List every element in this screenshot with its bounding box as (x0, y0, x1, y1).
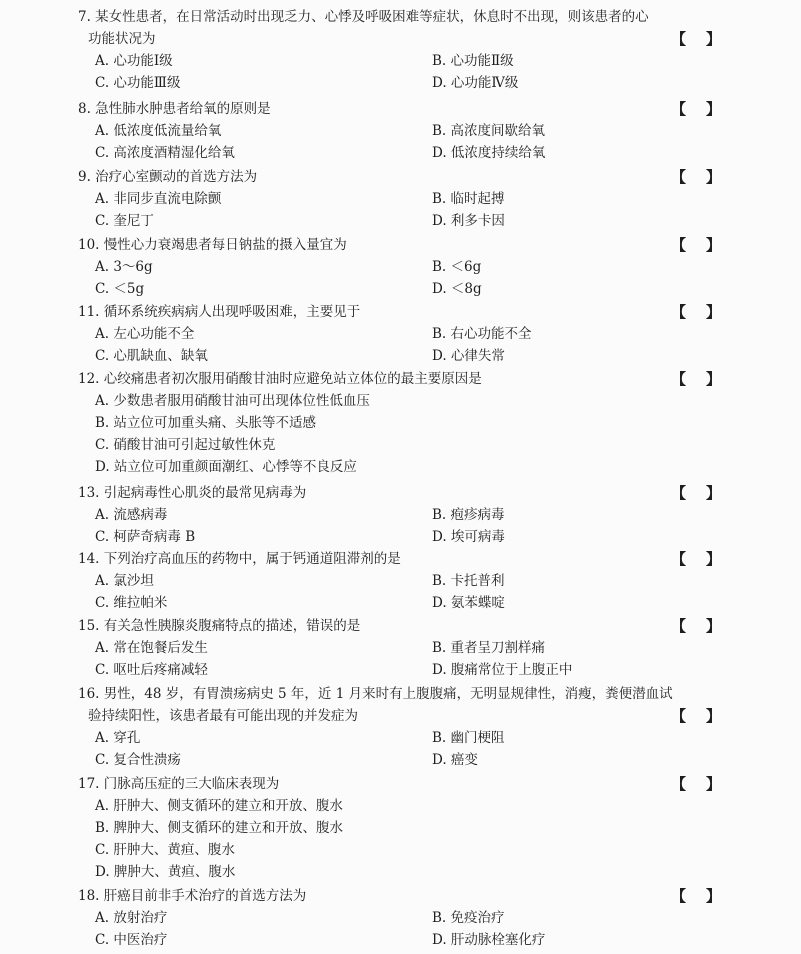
question-9 (0, 166, 801, 232)
option-c: C. 心肌缺血、缺氧 (95, 348, 208, 364)
option-d: D. 癌变 (432, 752, 478, 768)
option-d: D. 利多卡因 (432, 213, 505, 229)
options (0, 390, 801, 478)
question-stem: 12. 心绞痛患者初次服用硝酸甘油时应避免站立体位的最主要原因是 (78, 371, 482, 387)
question-stem: 7. 某女性患者，在日常活动时出现乏力、心悸及呼吸困难等症状，休息时不出现，则该患者的心 (78, 9, 649, 25)
answer-bracket: 【 】 (671, 303, 721, 321)
question-8 (0, 98, 801, 164)
question-15 (0, 615, 801, 681)
option-b: B. 疱疹病毒 (432, 507, 505, 523)
option-b: B. ＜6g (432, 259, 482, 275)
answer-bracket: 【 】 (671, 707, 721, 725)
options (0, 795, 801, 883)
option-d: D. 低浓度持续给氧 (432, 145, 546, 161)
option-d: D. 心律失常 (432, 348, 505, 364)
question-stem: 15. 有关急性胰腺炎腹痛特点的描述，错误的是 (78, 618, 361, 634)
option-c: C. 心功能Ⅲ级 (95, 75, 181, 91)
option-a: A. 左心功能不全 (95, 326, 195, 342)
question-stem-cont: 功能状况为 (88, 31, 156, 47)
question-7 (0, 6, 801, 94)
option-d: D. 心功能Ⅳ级 (432, 75, 519, 91)
question-stem: 17. 门脉高压症的三大临床表现为 (78, 776, 280, 792)
option-d: D. 肝动脉栓塞化疗 (432, 932, 546, 948)
option-d: D. 站立位可加重颜面潮红、心悸等不良反应 (95, 459, 357, 475)
option-b: B. 临时起搏 (432, 191, 505, 207)
answer-bracket: 【 】 (671, 550, 721, 568)
question-stem: 10. 慢性心力衰竭患者每日钠盐的摄入量宜为 (78, 237, 347, 253)
option-c: C. 呕吐后疼痛减轻 (95, 662, 208, 678)
option-c: C. 维拉帕米 (95, 595, 168, 611)
answer-bracket: 【 】 (671, 168, 721, 186)
option-a: A. 流感病毒 (95, 507, 168, 523)
question-stem: 13. 引起病毒性心肌炎的最常见病毒为 (78, 485, 307, 501)
answer-bracket: 【 】 (671, 484, 721, 502)
question-11 (0, 301, 801, 367)
question-stem: 16. 男性，48 岁，有胃溃疡病史 5 年，近 1 月来时有上腹腹痛，无明显规律性，消瘦，粪便潜血试 (78, 686, 673, 702)
question-stem-cont: 验持续阳性，该患者最有可能出现的并发症为 (88, 708, 358, 724)
option-d: D. 脾肿大、黄疸、腹水 (95, 864, 236, 880)
option-b: B. 站立位可加重头痛、头胀等不适感 (95, 415, 317, 431)
option-b: B. 重者呈刀割样痛 (432, 640, 546, 656)
options (0, 504, 801, 548)
option-b: B. 脾肿大、侧支循环的建立和开放、腹水 (95, 820, 344, 836)
question-stem: 8. 急性肺水肿患者给氧的原则是 (78, 101, 271, 117)
question-stem: 11. 循环系统疾病病人出现呼吸困难，主要见于 (78, 304, 361, 320)
option-a: A. 心功能Ⅰ级 (95, 53, 173, 69)
answer-bracket: 【 】 (671, 775, 721, 793)
options (0, 256, 801, 300)
answer-bracket: 【 】 (671, 100, 721, 118)
option-d: D. 埃可病毒 (432, 529, 505, 545)
question-stem: 18. 肝癌目前非手术治疗的首选方法为 (78, 888, 307, 904)
answer-bracket: 【 】 (671, 887, 721, 905)
option-b: B. 幽门梗阻 (432, 730, 505, 746)
option-a: A. 低浓度低流量给氧 (95, 123, 222, 139)
option-a: A. 3～6g (95, 259, 153, 275)
option-b: B. 卡托普利 (432, 573, 505, 589)
option-b: B. 右心功能不全 (432, 326, 532, 342)
question-stem: 9. 治疗心室颤动的首选方法为 (78, 169, 258, 185)
options (0, 188, 801, 232)
option-b: B. 心功能Ⅱ级 (432, 53, 514, 69)
option-c: C. 柯萨奇病毒 B (95, 529, 196, 545)
option-c: C. 肝肿大、黄疸、腹水 (95, 842, 235, 858)
question-14 (0, 548, 801, 614)
question-stem: 14. 下列治疗高血压的药物中，属于钙通道阻滞剂的是 (78, 551, 401, 567)
option-c: C. 奎尼丁 (95, 213, 154, 229)
question-18 (0, 885, 801, 951)
option-c: C. 复合性溃疡 (95, 752, 181, 768)
option-b: B. 高浓度间歇给氧 (432, 123, 546, 139)
option-a: A. 放射治疗 (95, 910, 168, 926)
answer-bracket: 【 】 (671, 370, 721, 388)
option-a: A. 氯沙坦 (95, 573, 154, 589)
option-c: C. 硝酸甘油可引起过敏性休克 (95, 437, 276, 453)
option-d: D. ＜8g (432, 281, 482, 297)
question-16 (0, 683, 801, 771)
options (0, 570, 801, 614)
options (0, 50, 801, 94)
option-a: A. 非同步直流电除颤 (95, 191, 222, 207)
option-b: B. 免疫治疗 (432, 910, 505, 926)
options (0, 907, 801, 951)
options (0, 637, 801, 681)
options (0, 323, 801, 367)
option-c: C. ＜5g (95, 281, 145, 297)
question-10 (0, 234, 801, 300)
option-a: A. 肝肿大、侧支循环的建立和开放、腹水 (95, 798, 343, 814)
option-c: C. 中医治疗 (95, 932, 168, 948)
option-d: D. 氨苯蝶啶 (432, 595, 505, 611)
answer-bracket: 【 】 (671, 30, 721, 48)
option-d: D. 腹痛常位于上腹正中 (432, 662, 573, 678)
options (0, 120, 801, 164)
options (0, 727, 801, 771)
option-c: C. 高浓度酒精湿化给氧 (95, 145, 235, 161)
question-13 (0, 482, 801, 548)
question-12 (0, 368, 801, 478)
question-17 (0, 773, 801, 883)
option-a: A. 少数患者服用硝酸甘油可出现体位性低血压 (95, 393, 370, 409)
option-a: A. 常在饱餐后发生 (95, 640, 208, 656)
option-a: A. 穿孔 (95, 730, 141, 746)
answer-bracket: 【 】 (671, 236, 721, 254)
answer-bracket: 【 】 (671, 617, 721, 635)
